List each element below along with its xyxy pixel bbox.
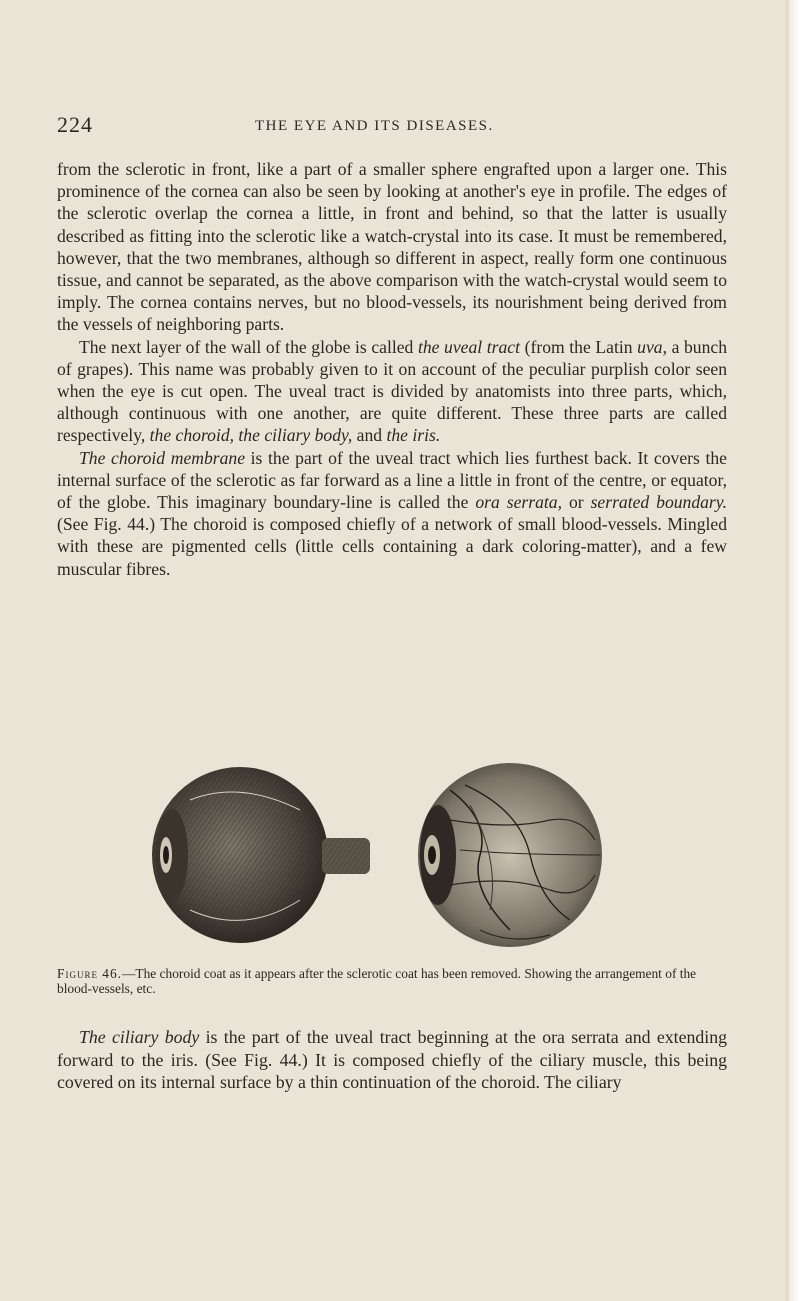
- choroid-figure: [150, 760, 640, 960]
- page-header: [57, 112, 727, 140]
- page-number: 224: [57, 112, 93, 137]
- paragraph-4: [57, 1026, 727, 1094]
- body-text: [57, 158, 727, 580]
- emphasis-uveal-tract: the uveal tract: [417, 336, 521, 357]
- emphasis-uva: uva: [637, 336, 663, 357]
- emphasis-iris: the iris.: [386, 425, 441, 446]
- paragraph-text: The next layer of the wall of the globe is called: [79, 336, 418, 357]
- page-edge: [786, 0, 800, 1301]
- figure-label: Figure 46.: [57, 966, 123, 981]
- left-globe: [152, 767, 370, 943]
- figure-caption-text: —The choroid coat as it appears after the sclerotic coat has been removed. Showing the arrangement of the blood-vessels, etc.: [57, 966, 697, 996]
- paragraph-2: [57, 336, 727, 447]
- emphasis-ora-serrata: ora serrata,: [475, 492, 562, 513]
- running-head: THE EYE AND ITS DISEASES.: [255, 118, 494, 134]
- figure-caption: [57, 966, 727, 996]
- body-text-continued: [57, 1026, 727, 1094]
- paragraph-1: [57, 158, 727, 336]
- emphasis-ciliary-body: The ciliary body: [79, 1027, 200, 1047]
- emphasis-choroid-membrane: The choroid membrane: [79, 447, 246, 468]
- emphasis-serrated-boundary: serrated boundary.: [590, 492, 728, 513]
- paragraph-text: and: [352, 425, 387, 446]
- paragraph-text: (from the Latin: [520, 336, 638, 357]
- paragraph-3: [57, 447, 727, 580]
- paragraph-text: is the part of the uveal tract which lies furthest back. It covers the internal surface of the sclerotic as far forward as a line a little in front of the centre, or equator, of the globe. This imaginary boundary-line is called the: [57, 447, 727, 513]
- paragraph-text: from the sclerotic in front, like a part of a smaller sphere engrafted upon a larger one. This prominence of the cornea can also be seen by looking at another's eye in profile. The edges of the sclerotic overlap the cornea a little, in front and behind, so that the latter is usually described as fitting into the sclerotic like a watch-crystal into its case. It must be remembered, however, that the two membranes, although so different in aspect, really form one continuous tissue, and cannot be separated, as the above comparison with the watch-crystal would seem to imply. The cornea contains nerves, but no blood-vessels, its nourishment being derived from the vessels of neighboring parts.: [57, 159, 727, 335]
- paragraph-text: or: [562, 492, 591, 513]
- right-globe: [418, 763, 602, 947]
- paragraph-text: (See Fig. 44.) The choroid is composed chiefly of a network of small blood-vessels. Mingled with these are pigmented cells (little cells containing a dark coloring-matter), and a few muscular fibres.: [57, 514, 727, 579]
- paragraph-text: , a bunch of grapes). This name was probably given to it on account of the peculiar purplish color seen when the eye is cut open. The uveal tract is divided by anatomists into three parts, which, although continuous with one another, are quite different. These three parts are called respectively,: [57, 336, 727, 446]
- emphasis-choroid-ciliary: the choroid, the ciliary body,: [149, 425, 353, 446]
- paragraph-text: is the part of the uveal tract beginning at the ora serrata and extending forward to the iris. (See Fig. 44.) It is composed chiefly of the ciliary muscle, this being covered on its internal surface by a thin continuation of the choroid. The ciliary: [57, 1027, 728, 1092]
